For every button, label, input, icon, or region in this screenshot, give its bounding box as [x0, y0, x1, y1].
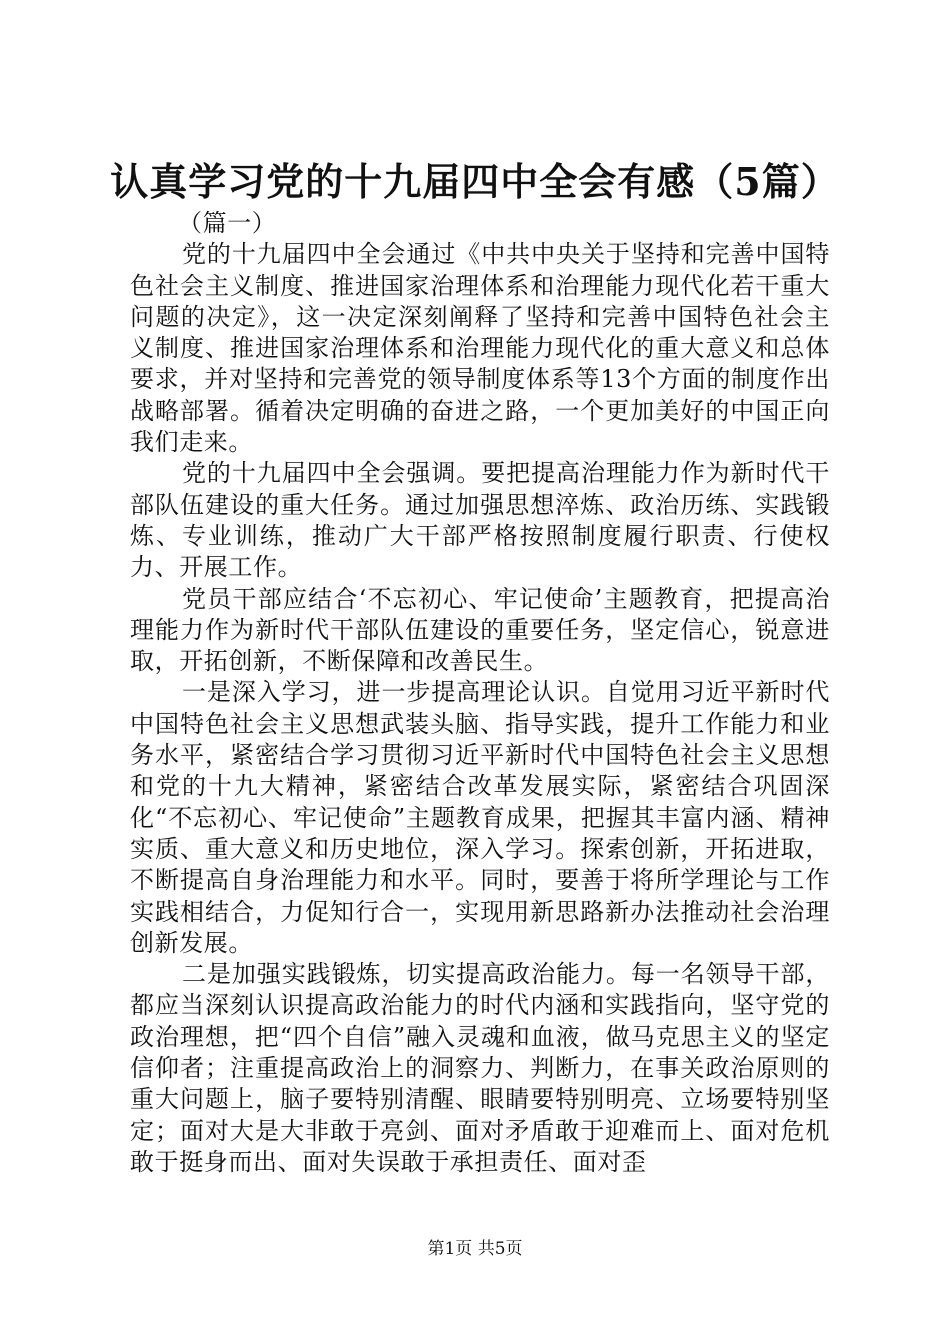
document-title: 认真学习党的十九届四中全会有感（5篇） [110, 159, 840, 204]
paragraph-1: 党的十九届四中全会通过《中共中央关于坚持和完善中国特色社会主义制度、推进国家治理体系和治理能力现代化若干重大问题的决定》，这一决定深刻阐释了坚持和完善中国特色社会主义制度、推进国家治理体系和治理能力现代化的重大意义和总体要求，并对坚持和完善党的领导制度体系等13个方面的制度作出战略部署。循着决定明确的奋进之路，一个更加美好的中国正向我们走来。 [130, 240, 830, 457]
document-body [130, 208, 830, 1178]
paragraph-3: 党员干部应结合‘不忘初心、牢记使命’主题教育，把提高治理能力作为新时代干部队伍建设的重要任务，坚定信心，锐意进取，开拓创新，不断保障和改善民生。 [130, 584, 830, 676]
paragraph-4: 一是深入学习，进一步提高理论认识。自觉用习近平新时代中国特色社会主义思想武装头脑、指导实践，提升工作能力和业务水平，紧密结合学习贯彻习近平新时代中国特色社会主义思想和党的十九大精神，紧密结合改革发展实际，紧密结合巩固深化“不忘初心、牢记使命”主题教育成果，把握其丰富内涵、精神实质、重大意义和历史地位，深入学习。探索创新，开拓进取，不断提高自身治理能力和水平。同时，要善于将所学理论与工作实践相结合，力促知行合一，实现用新思路新办法推动社会治理创新发展。 [130, 678, 830, 957]
section-subtitle: （篇一） [178, 209, 277, 237]
paragraph-2: 党的十九届四中全会强调。要把提高治理能力作为新时代干部队伍建设的重大任务。通过加强思想淬炼、政治历练、实践锻炼、专业训练，推动广大干部严格按照制度履行职责、行使权力、开展工作。 [130, 459, 830, 582]
paragraph-5: 二是加强实践锻炼，切实提高政治能力。每一名领导干部，都应当深刻认识提高政治能力的时代内涵和实践指向，坚守党的政治理想，把“四个自信”融入灵魂和血液，做马克思主义的坚定信仰者；注重提高政治上的洞察力、判断力，在事关政治原则的重大问题上，脑子要特别清醒、眼睛要特别明亮、立场要特别坚定；面对大是大非敢于亮剑、面对矛盾敢于迎难而上、面对危机敢于挺身而出、面对失误敢于承担责任、面对歪 [130, 960, 830, 1176]
page-footer: 第1页 共5页 [427, 1239, 523, 1259]
